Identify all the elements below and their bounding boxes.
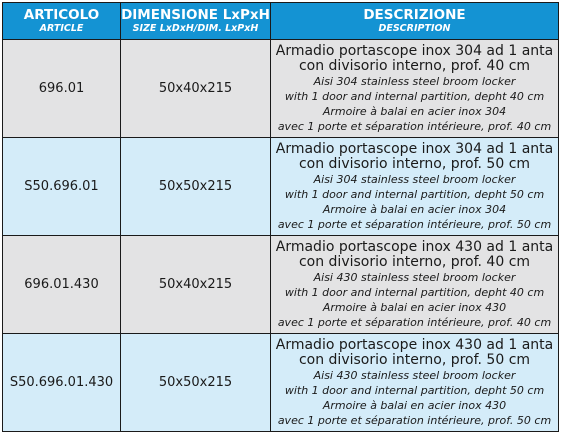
header-description-subtitle: DESCRIPTION bbox=[378, 22, 451, 34]
description-cell bbox=[271, 138, 559, 236]
article-code: 696.01.430 bbox=[3, 236, 121, 334]
description-it-line: Armadio portascope inox 430 ad 1 anta bbox=[275, 238, 554, 255]
dimension-value: 50x40x215 bbox=[121, 40, 271, 138]
header-description bbox=[271, 3, 559, 40]
header-description-title: DESCRIZIONE bbox=[363, 6, 466, 23]
description-en-line: with 1 door and internal partition, depht 50 cm bbox=[284, 187, 545, 201]
description-en-line: Aisi 304 stainless steel broom locker bbox=[313, 172, 516, 186]
article-code: 696.01 bbox=[3, 40, 121, 138]
header-dimension-subtitle: SIZE LxDxH/DIM. LxPxH bbox=[132, 22, 259, 34]
header-dimension-title: DIMENSIONE LxPxH bbox=[121, 6, 270, 23]
dimension-value: 50x40x215 bbox=[121, 236, 271, 334]
description-it-line: Armadio portascope inox 304 ad 1 anta bbox=[275, 42, 554, 59]
header-article-title: ARTICOLO bbox=[23, 6, 100, 23]
description-fr-line: avec 1 porte et séparation intérieure, prof. 50 cm bbox=[277, 217, 552, 231]
description-en-line: with 1 door and internal partition, depht 40 cm bbox=[284, 285, 545, 299]
product-table bbox=[2, 2, 559, 432]
description-it-line: Armadio portascope inox 430 ad 1 anta bbox=[275, 336, 554, 353]
description-en-line: with 1 door and internal partition, depht 50 cm bbox=[284, 383, 545, 397]
dimension-value: 50x50x215 bbox=[121, 138, 271, 236]
description-it-line: con divisorio interno, prof. 40 cm bbox=[298, 253, 531, 270]
table-header bbox=[3, 3, 559, 40]
description-it-line: Armadio portascope inox 304 ad 1 anta bbox=[275, 140, 554, 157]
description-fr-line: avec 1 porte et séparation intérieure, prof. 50 cm bbox=[277, 413, 552, 427]
article-code: S50.696.01.430 bbox=[3, 334, 121, 432]
description-cell bbox=[271, 334, 559, 432]
description-it-line: con divisorio interno, prof. 50 cm bbox=[298, 155, 531, 172]
description-fr-line: Armoire à balai en acier inox 430 bbox=[322, 300, 507, 314]
description-it-line: con divisorio interno, prof. 50 cm bbox=[298, 351, 531, 368]
header-dimension bbox=[121, 3, 271, 40]
dimension-value: 50x50x215 bbox=[121, 334, 271, 432]
description-fr-line: Armoire à balai en acier inox 304 bbox=[322, 104, 507, 118]
description-en-line: Aisi 430 stainless steel broom locker bbox=[313, 270, 516, 284]
description-cell bbox=[271, 40, 559, 138]
description-fr-line: avec 1 porte et séparation intérieure, prof. 40 cm bbox=[277, 315, 552, 329]
description-it-line: con divisorio interno, prof. 40 cm bbox=[298, 57, 531, 74]
description-cell bbox=[271, 236, 559, 334]
article-code: S50.696.01 bbox=[3, 138, 121, 236]
table-row bbox=[3, 236, 559, 334]
description-en-line: Aisi 304 stainless steel broom locker bbox=[313, 74, 516, 88]
header-article-subtitle: ARTICLE bbox=[39, 22, 84, 34]
description-fr-line: avec 1 porte et séparation intérieure, prof. 40 cm bbox=[277, 119, 552, 133]
table-row bbox=[3, 40, 559, 138]
description-en-line: Aisi 430 stainless steel broom locker bbox=[313, 368, 516, 382]
table-row bbox=[3, 138, 559, 236]
table-row bbox=[3, 334, 559, 432]
description-fr-line: Armoire à balai en acier inox 430 bbox=[322, 398, 507, 412]
description-fr-line: Armoire à balai en acier inox 304 bbox=[322, 202, 507, 216]
header-article bbox=[3, 3, 121, 40]
description-en-line: with 1 door and internal partition, depht 40 cm bbox=[284, 89, 545, 103]
